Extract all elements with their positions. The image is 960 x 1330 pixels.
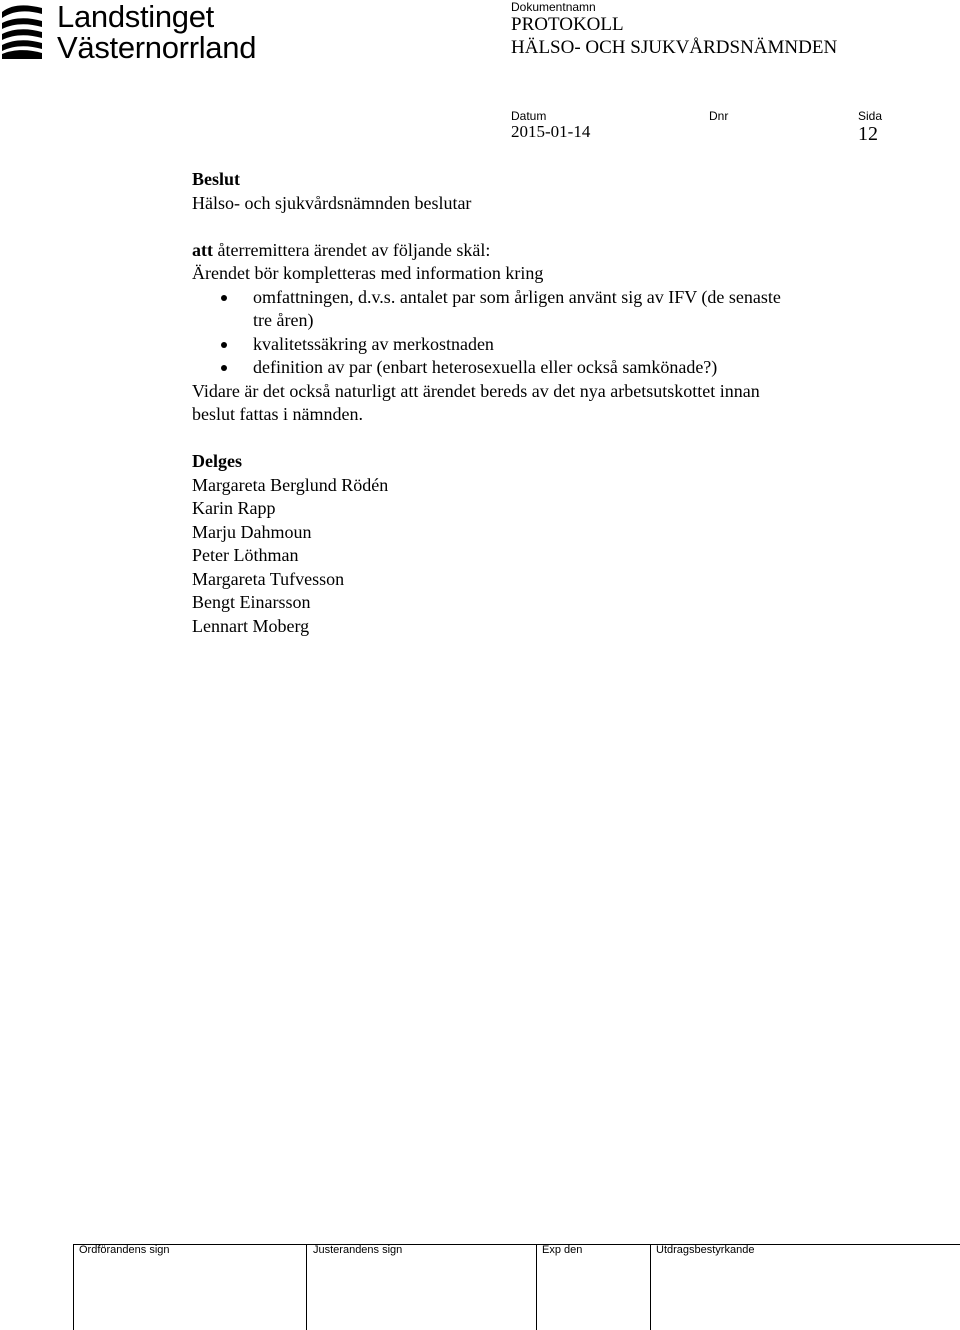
logo-text-line2: Västernorrland xyxy=(57,30,257,65)
arendet-line: Ärendet bör kompletteras med information kring xyxy=(192,263,544,283)
reason-list xyxy=(192,286,912,380)
list-item xyxy=(253,333,912,357)
fish-emblem-icon xyxy=(2,2,44,60)
closing-text xyxy=(192,380,912,427)
footer-divider xyxy=(73,1244,960,1245)
footer-divider xyxy=(306,1244,307,1330)
bullet-icon xyxy=(221,365,227,371)
att-text: återremittera ärendet av följande skäl: xyxy=(213,239,491,260)
bullet-icon xyxy=(221,295,227,301)
list-item-text: definition av par (enbart heterosexuella eller också samkönade?) xyxy=(253,357,718,377)
list-item-text: tre åren) xyxy=(253,310,314,330)
chair-sign-label: Ordförandens sign xyxy=(79,1244,170,1256)
logo-text-line1: Landstinget xyxy=(57,0,214,34)
document-title: PROTOKOLL xyxy=(511,14,624,35)
recipient-name: Karin Rapp xyxy=(192,498,276,518)
exp-date-label: Exp den xyxy=(542,1244,583,1256)
adjuster-sign-label: Justerandens sign xyxy=(313,1244,403,1256)
protocol-body xyxy=(192,168,912,638)
date-label: Datum xyxy=(511,109,547,123)
footer-divider xyxy=(73,1244,74,1330)
footer-divider xyxy=(650,1244,651,1330)
document-subtitle: HÄLSO- OCH SJUKVÅRDSNÄMNDEN xyxy=(511,37,838,58)
list-item-text: omfattningen, d.v.s. antalet par som årligen använt sig av IFV (de senaste xyxy=(253,286,781,307)
signature-footer xyxy=(73,1244,960,1330)
recipient-name: Margareta Berglund Rödén xyxy=(192,474,389,495)
page-number: 12 xyxy=(858,123,878,145)
list-item-text: kvalitetssäkring av merkostnaden xyxy=(253,333,494,354)
extract-certify-label: Utdragsbestyrkande xyxy=(656,1244,755,1256)
footer-divider xyxy=(536,1244,537,1330)
recipient-name: Peter Löthman xyxy=(192,545,299,565)
list-item xyxy=(253,356,912,380)
delges-heading: Delges xyxy=(192,451,242,471)
dnr-label: Dnr xyxy=(709,109,729,123)
recipient-name: Margareta Tufvesson xyxy=(192,568,345,589)
closing-line: Vidare är det också naturligt att ärendet bereds av det nya arbetsutskottet innan xyxy=(192,380,760,401)
document-name-label: Dokumentnamn xyxy=(511,0,596,14)
beslut-intro: Hälso- och sjukvårdsnämnden beslutar xyxy=(192,192,472,213)
beslut-heading: Beslut xyxy=(192,169,241,189)
date-value: 2015-01-14 xyxy=(511,122,591,141)
list-item xyxy=(253,286,912,333)
page-label: Sida xyxy=(858,109,883,123)
bullet-icon xyxy=(221,342,227,348)
att-line xyxy=(192,239,912,263)
att-word: att xyxy=(192,239,213,260)
closing-line: beslut fattas i nämnden. xyxy=(192,404,363,424)
recipient-name: Marju Dahmoun xyxy=(192,521,312,542)
recipient-name: Lennart Moberg xyxy=(192,615,310,636)
recipient-name: Bengt Einarsson xyxy=(192,592,311,612)
